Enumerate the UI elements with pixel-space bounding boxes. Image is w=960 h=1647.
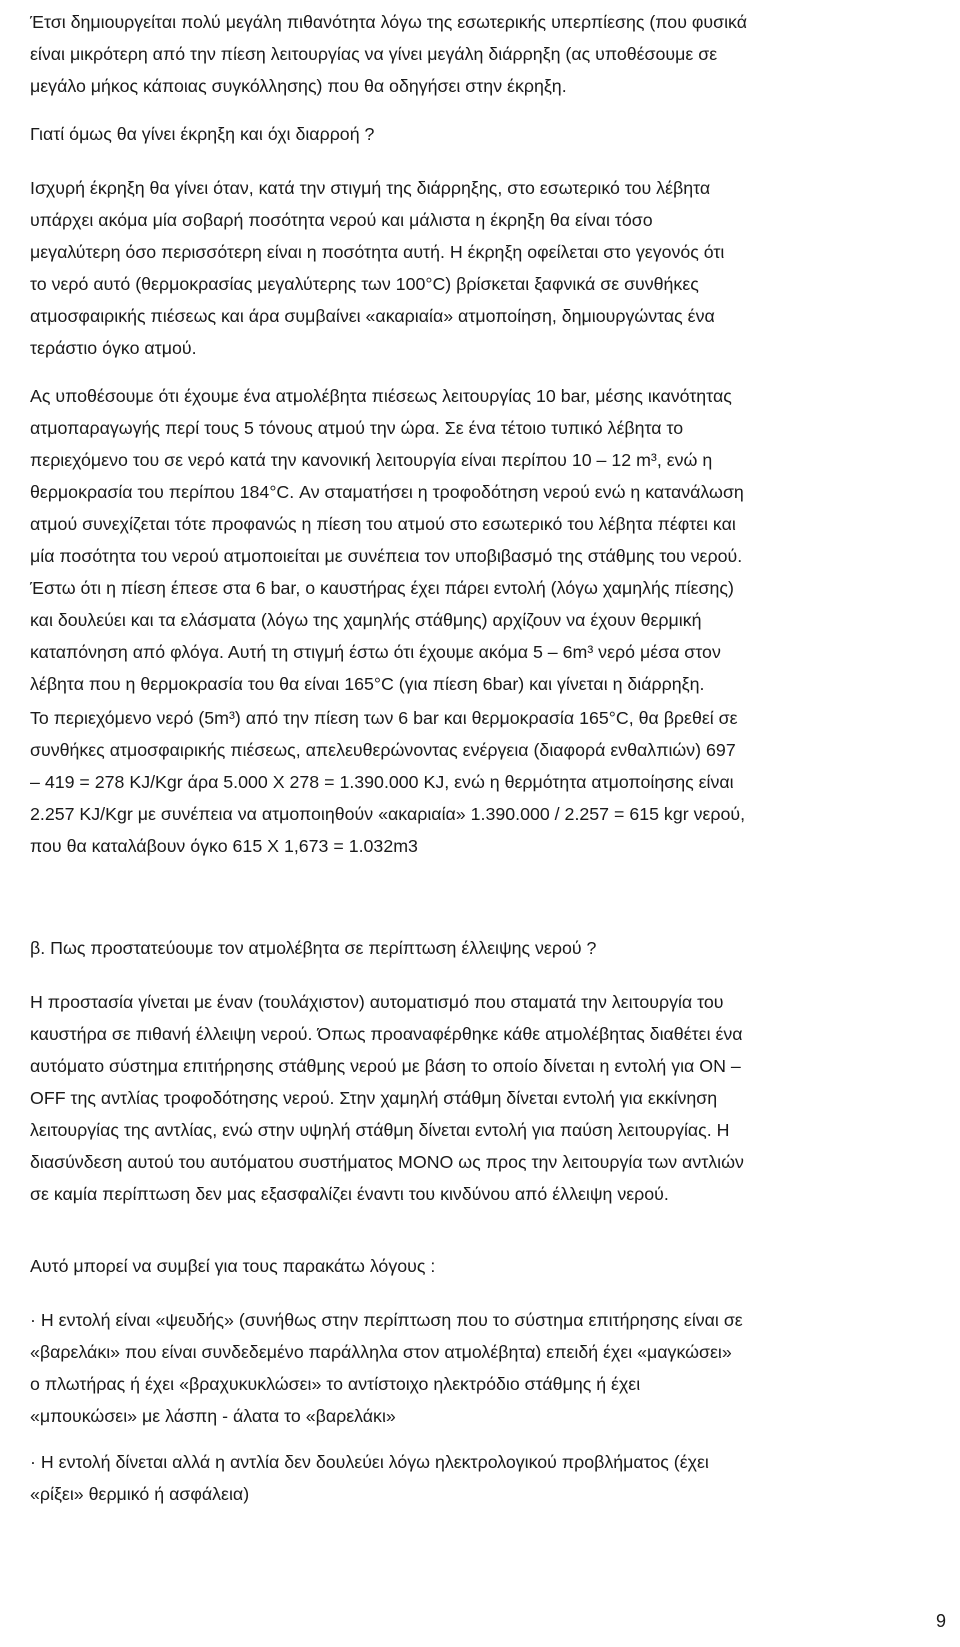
paragraph-protection: Η προστασία γίνεται με έναν (τουλάχιστον) αυτοματισμό που σταματά την λειτουργία του καυστήρα σε πιθανή έλλειψη νερού. Όπως προαναφέρθηκε κάθε ατμολέβητας διαθέτει ένα αυτόματο σύστημα επιτήρησης στάθμης νερού με βάση το οποίο δίνεται η εντολή για ON – OFF της αντλίας τροφοδότησης νερού. Στην χαμηλή στάθμη δίνεται εντολή για εκκίνηση λειτουργίας της αντλίας, ενώ στην υψηλή στάθμη δίνεται εντολή για παύση λειτουργίας. Η διασύνδεση αυτού του αυτόματου συστήματος ΜΟΝΟ ως προς την λειτουργία των αντλιών σε καμία περίπτωση δεν μας εξασφαλίζει έναντι του κινδύνου από έλλειψη νερού. — [30, 992, 744, 1204]
section-heading: β. Πως προστατεύουμε τον ατμολέβητα σε περίπτωση έλλειψης νερού ? — [30, 938, 597, 958]
paragraph-calculation: Το περιεχόμενο νερό (5m³) από την πίεση των 6 bar και θερμοκρασία 165°C, θα βρεθεί σε συνθήκες ατμοσφαιρικής πιέσεως, απελευθερώνοντας ενέργεια (διαφορά ενθαλπιών) 697 – 419 = 278 KJ/Kgr άρα 5.000 Χ 278 = 1.390.000 KJ, ενώ η θερμότητα ατμοποίησης είναι 2.257 KJ/Kgr με συνέπεια να ατμοποιηθούν «ακαριαία» 1.390.000 / 2.257 = 615 kgr νερού, που θα καταλάβουν όγκο 615 Χ 1,673 = 1.032m3 — [30, 708, 746, 856]
bullet-item: · Η εντολή είναι «ψευδής» (συνήθως στην περίπτωση που το σύστημα επιτήρησης είναι σε «βαρελάκι» που είναι συνδεδεμένο παράλληλα στον ατμολέβητα) επειδή έχει «μαγκώσει» ο πλωτήρας ή έχει «βραχυκυκλώσει» το αντίστοιχο ηλεκτρόδιο στάθμης ή έχει «μπουκώσει» με λάσπη - άλατα το «βαρελάκι» — [30, 1310, 743, 1426]
paragraph-intro: Έτσι δημιουργείται πολύ μεγάλη πιθανότητα λόγω της εσωτερικής υπερπίεσης (που φυσικά είναι μικρότερη από την πίεση λειτουργίας να γίνει μεγάλη διάρρηξη (ας υποθέσουμε σε μεγάλο μήκος κάποιας συγκόλλησης) που θα οδηγήσει στην έκρηξη. — [30, 12, 747, 96]
bullet-item: · Η εντολή δίνεται αλλά η αντλία δεν δουλεύει λόγω ηλεκτρολογικού προβλήματος (έχει «ρίξει» θερμικό ή ασφάλεια) — [30, 1452, 709, 1504]
paragraph-reasons-intro: Αυτό μπορεί να συμβεί για τους παρακάτω λόγους : — [30, 1256, 436, 1276]
paragraph-example: Ας υποθέσουμε ότι έχουμε ένα ατμολέβητα πιέσεως λειτουργίας 10 bar, μέσης ικανότητας ατμοπαραγωγής περί τους 5 τόνους ατμού την ώρα. Σε ένα τέτοιο τυπικό λέβητα το περιεχόμενο του σε νερό κατά την κανονική λειτουργία είναι περίπου 10 – 12 m³, ενώ η θερμοκρασία του περίπου 184°C. Αν σταματήσει η τροφοδότηση νερού ενώ η κατανάλωση ατμού συνεχίζεται τότε προφανώς η πίεση του ατμού στο εσωτερικό του λέβητα πέφτει και μία ποσότητα του νερού ατμοποιείται με συνέπεια τον υποβιβασμό της στάθμης του νερού. Έστω ότι η πίεση έπεσε στα 6 bar, ο καυστήρας έχει πάρει εντολή (λόγω χαμηλής πίεσης) και δουλεύει και τα ελάσματα (λόγω της χαμηλής στάθμης) αρχίζουν να έχουν θερμική καταπόνηση από φλόγα. Αυτή τη στιγμή έστω ότι έχουμε ακόμα 5 – 6m³ νερό μέσα στον λέβητα που η θερμοκρασία του θα είναι 165°C (για πίεση 6bar) και γίνεται η διάρρηξη. — [30, 386, 744, 694]
paragraph-question: Γιατί όμως θα γίνει έκρηξη και όχι διαρροή ? — [30, 124, 375, 144]
paragraph-explosion: Ισχυρή έκρηξη θα γίνει όταν, κατά την στιγμή της διάρρηξης, στο εσωτερικό του λέβητα υπάρχει ακόμα μία σοβαρή ποσότητα νερού και μάλιστα η έκρηξη θα είναι τόσο μεγαλύτερη όσο περισσότερη είναι η ποσότητα αυτή. Η έκρηξη οφείλεται στο γεγονός ότι το νερό αυτό (θερμοκρασίας μεγαλύτερης των 100°C) βρίσκεται ξαφνικά σε συνθήκες ατμοσφαιρικής πιέσεως και άρα συμβαίνει «ακαριαία» ατμοποίηση, δημιουργώντας ένα τεράστιο όγκο ατμού. — [30, 178, 725, 358]
page-number: 9 — [935, 1611, 946, 1631]
